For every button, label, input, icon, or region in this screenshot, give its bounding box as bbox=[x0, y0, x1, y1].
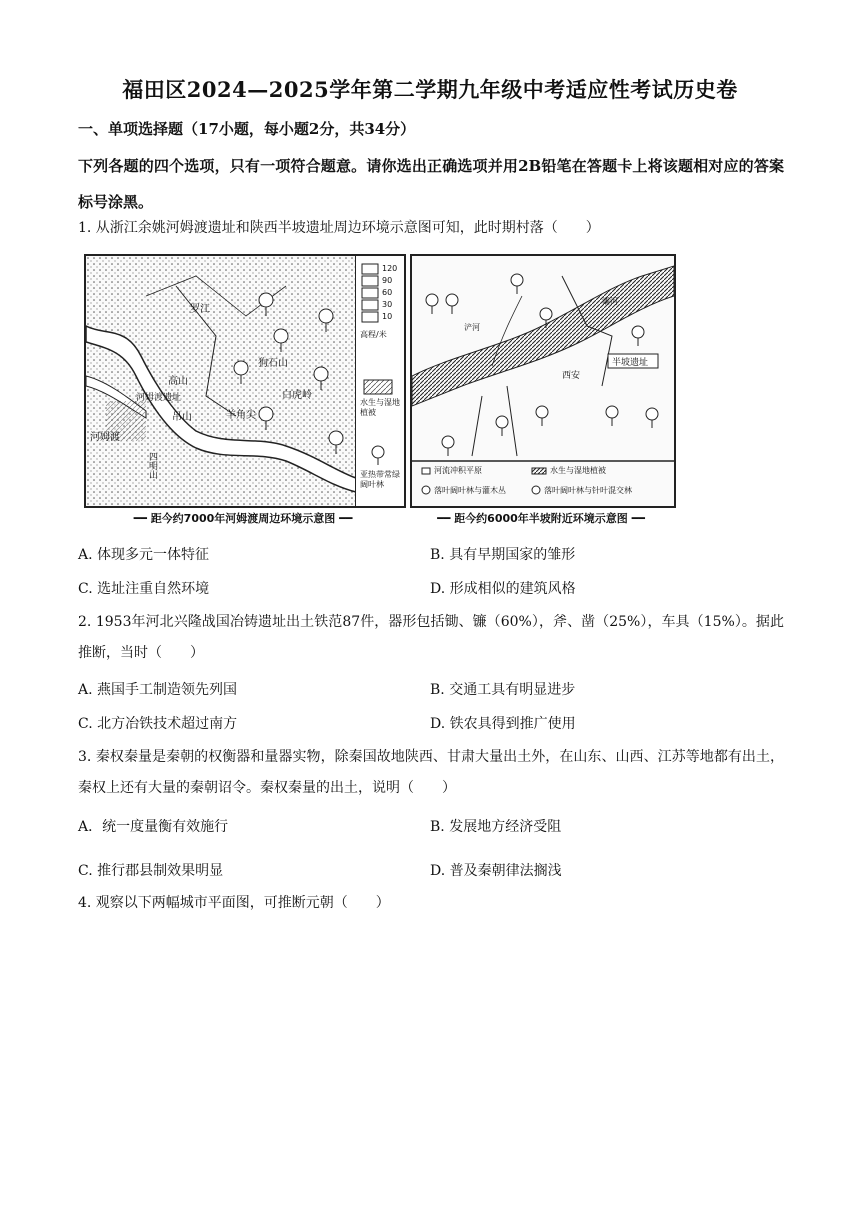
question-3-option-a[interactable]: A．统一度量衡有效施行 bbox=[78, 819, 229, 835]
legend-deciduous: 落叶阔叶林与灌木丛 bbox=[434, 486, 506, 495]
caption-arrow-left-end: ━━ bbox=[335, 512, 353, 525]
banpo-map bbox=[410, 254, 676, 508]
question-2-option-c[interactable]: C. 北方冶铁技术超过南方 bbox=[78, 716, 238, 732]
question-3-stem: 3. 秦权秦量是秦朝的权衡器和量器实物，除秦国故地陕西、甘肃大量出土外，在山东、山西、江苏等地都有出土，秦权上还有大量的秦朝诏令。秦权秦量的出土，说明（ ） bbox=[78, 749, 784, 796]
question-1-option-d[interactable]: D. 形成相似的建筑风格 bbox=[430, 581, 576, 597]
legend-mixed: 落叶阔叶林与针叶混交林 bbox=[544, 486, 632, 495]
legend-wetland: 水生与湿地植被 bbox=[360, 398, 400, 417]
question-2-option-d[interactable]: D. 铁农具得到推广使用 bbox=[430, 716, 576, 732]
question-1-figure bbox=[84, 254, 674, 534]
label-diaoshan: 吊山 bbox=[172, 412, 192, 423]
label-xian: 西安 bbox=[562, 371, 581, 381]
label-gaoshan: 高山 bbox=[168, 376, 188, 387]
question-2-option-a[interactable]: A. 燕国手工制造领先列国 bbox=[78, 682, 238, 698]
hemudu-caption-text: 距今约7000年河姆渡周边环境示意图 bbox=[150, 512, 336, 525]
question-3-option-b[interactable]: B. 发展地方经济受阻 bbox=[430, 819, 562, 835]
caption-arrow-right-end: ━━ bbox=[627, 512, 645, 525]
question-1-option-a[interactable]: A. 体现多元一体特征 bbox=[78, 547, 210, 563]
section-heading: 一、单项选择题（17小题，每小题2分，共34分） bbox=[78, 120, 416, 138]
banpo-caption bbox=[410, 510, 672, 526]
question-3-option-d[interactable]: D. 普及秦朝律法搁浅 bbox=[430, 863, 562, 879]
question-1-option-c[interactable]: C. 选址注重自然环境 bbox=[78, 581, 210, 597]
page-title: 福田区2024—2025学年第二学期九年级中考适应性考试历史卷 bbox=[122, 77, 738, 102]
label-banpo-site: 半坡遗址 bbox=[612, 358, 649, 368]
elev-unit: 高程/米 bbox=[360, 330, 387, 339]
label-hemudu-site: 河姆渡遗址 bbox=[136, 393, 182, 403]
legend-plain: 河流冲积平原 bbox=[434, 466, 482, 475]
elev-60: 60 bbox=[382, 288, 393, 297]
legend-forest: 亚热带常绿阔叶林 bbox=[360, 470, 400, 489]
instruction-text: 下列各题的四个选项，只有一项符合题意。请你选出正确选项并用2B铅笔在答题卡上将该题相对应的答案标号涂黑。 bbox=[78, 157, 784, 211]
legend-wetland-right: 水生与湿地植被 bbox=[550, 466, 606, 475]
label-bahe: 灞河 bbox=[602, 297, 618, 306]
label-goushishan: 狗石山 bbox=[258, 358, 288, 369]
question-2-stem: 2. 1953年河北兴隆战国冶铸遗址出土铁范87件，器形包括锄、镰（60%），斧、凿（25%），车具（15%）。据此推断，当时（ ） bbox=[78, 614, 784, 661]
label-chanhe: 浐河 bbox=[464, 323, 480, 332]
question-1-option-b[interactable]: B. 具有早期国家的雏形 bbox=[430, 547, 576, 563]
question-1-stem: 1. 从浙江余姚河姆渡遗址和陕西半坡遗址周边环境示意图可知，此时期村落（ ） bbox=[78, 220, 600, 236]
hemudu-legend bbox=[355, 256, 404, 506]
tree-icon bbox=[356, 444, 404, 466]
label-simingshan: 四明山 bbox=[147, 452, 157, 479]
hemudu-map bbox=[84, 254, 406, 508]
wetland-swatch bbox=[356, 378, 404, 398]
elev-120: 120 bbox=[382, 264, 398, 273]
elev-30: 30 bbox=[382, 300, 393, 309]
banpo-caption-text: 距今约6000年半坡附近环境示意图 bbox=[454, 512, 628, 525]
label-hemudu: 河姆渡 bbox=[90, 432, 120, 443]
label-baihuling: 白虎岭 bbox=[282, 390, 312, 401]
elev-90: 90 bbox=[382, 276, 393, 285]
caption-arrow-left: ━━ bbox=[133, 512, 151, 525]
question-4-stem: 4. 观察以下两幅城市平面图，可推断元朝（ ） bbox=[78, 895, 390, 911]
label-luojiang: 罗江 bbox=[190, 304, 210, 315]
hemudu-caption bbox=[84, 510, 402, 526]
question-2-option-b[interactable]: B. 交通工具有明显进步 bbox=[430, 682, 576, 698]
caption-arrow-right: ━━ bbox=[437, 512, 455, 525]
elev-10: 10 bbox=[382, 312, 393, 321]
label-yangjiaojian: 羊角尖 bbox=[226, 410, 256, 421]
question-3-option-c[interactable]: C. 推行郡县制效果明显 bbox=[78, 863, 224, 879]
